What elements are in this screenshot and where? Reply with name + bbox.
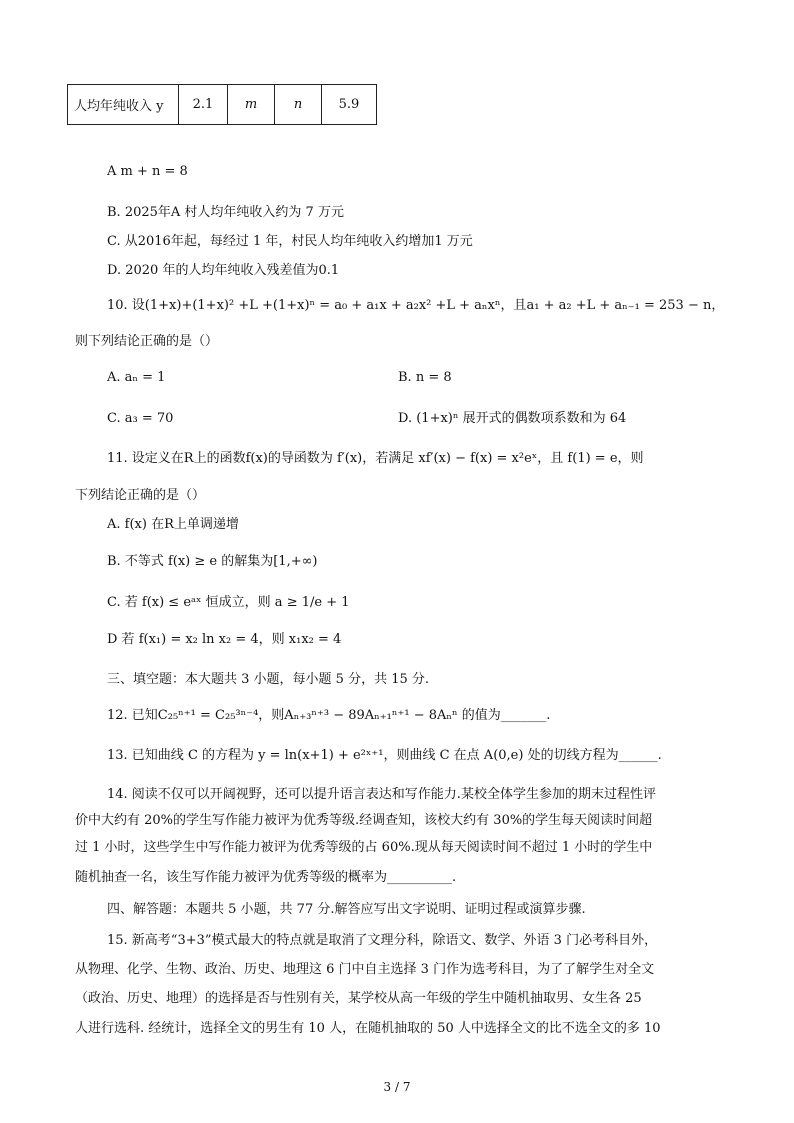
q12: 12. 已知C₂₅ⁿ⁺¹ = C₂₅³ⁿ⁻⁴，则Aₙ₊₃ⁿ⁺³ − 89Aₙ₊₁ⁿ⁺¹ − 8Aₙⁿ 的值为_______. [107,708,551,723]
q9-option-c: C. 从2016年起，每经过 1 年，村民人均年纯收入约增加1 万元 [107,234,473,249]
q14-line-2: 价中大约有 20%的学生写作能力被评为优秀等级.经调查知，该校大约有 30%的学生每天阅读时间超 [75,813,653,828]
q10-stem-cont: 则下列结论正确的是（） [75,334,219,349]
q9-option-a: A m + n = 8 [107,164,188,179]
q15-line-3: （政治、历史、地理）的选择是否与性别有关，某学校从高一年级的学生中随机抽取男、女生各 25 [75,991,642,1006]
table-row [68,85,377,125]
section-4-heading: 四、解答题：本题共 5 小题，共 77 分.解答应写出文字说明、证明过程或演算步骤. [107,902,586,917]
q10-option-d: D. (1+x)ⁿ 展开式的偶数项系数和为 64 [398,411,627,426]
table-header-cell: 人均年纯收入 y [68,85,179,125]
table-cell: 5.9 [322,85,377,125]
table-cell: 2.1 [179,85,228,125]
q13: 13. 已知曲线 C 的方程为 y = ln(x+1) + e²ˣ⁺¹，则曲线 C 在点 A(0,e) 处的切线方程为______. [107,748,662,763]
q9-option-b: B. 2025年A 村人均年纯收入约为 7 万元 [107,205,344,220]
q15-line-1: 15. 新高考“3+3”模式最大的特点就是取消了文理分科，除语文、数学、外语 3 门必考科目外， [107,933,658,948]
q11-option-b: B. 不等式 f(x) ≥ e 的解集为[1,+∞) [107,554,318,569]
q10-option-c: C. a₃ = 70 [107,411,174,426]
q11-option-c: C. 若 f(x) ≤ eᵃˣ 恒成立，则 a ≥ 1/e + 1 [107,595,350,610]
q11-option-a: A. f(x) 在R上单调递增 [107,517,239,532]
q14-line-4: 随机抽查一名，该生写作能力被评为优秀等级的概率为__________. [75,870,457,885]
q10-stem: 10. 设(1+x)+(1+x)² +L +(1+x)ⁿ = a₀ + a₁x + a₂x² +L + aₙxⁿ，且a₁ + a₂ +L + aₙ₋₁ = 253 − n， [107,298,725,313]
q10-option-a: A. aₙ = 1 [107,370,166,385]
section-3-heading: 三、填空题：本大题共 3 小题，每小题 5 分，共 15 分. [107,672,430,687]
q11-option-d: D 若 f(x₁) = x₂ ln x₂ = 4，则 x₁x₂ = 4 [107,632,342,647]
q9-option-d: D. 2020 年的人均年纯收入残差值为0.1 [107,263,340,278]
table-cell: m [228,85,275,125]
page-number: 3 / 7 [383,1080,411,1094]
q11-stem-cont: 下列结论正确的是（） [75,488,206,503]
table-cell: n [275,85,322,125]
q15-line-2: 从物理、化学、生物、政治、历史、地理这 6 门中自主选择 3 门作为选考科目，为了了解学生对全文 [75,962,655,977]
q14-line-1: 14. 阅读不仅可以开阔视野，还可以提升语言表达和写作能力.某校全体学生参加的期末过程性评 [107,787,656,802]
income-table [67,84,377,125]
q10-option-b: B. n = 8 [398,370,452,385]
q14-line-3: 过 1 小时，这些学生中写作能力被评为优秀等级的占 60%.现从每天阅读时间不超过 1 小时的学生中 [75,840,653,855]
q11-stem: 11. 设定义在R上的函数f(x)的导函数为 f′(x)，若满足 xf′(x) − f(x) = x²eˣ，且 f(1) = e，则 [107,451,644,466]
q15-line-4: 人进行选科. 经统计，选择全文的男生有 10 人，在随机抽取的 50 人中选择全文的比不选全文的多 10 [75,1021,661,1036]
